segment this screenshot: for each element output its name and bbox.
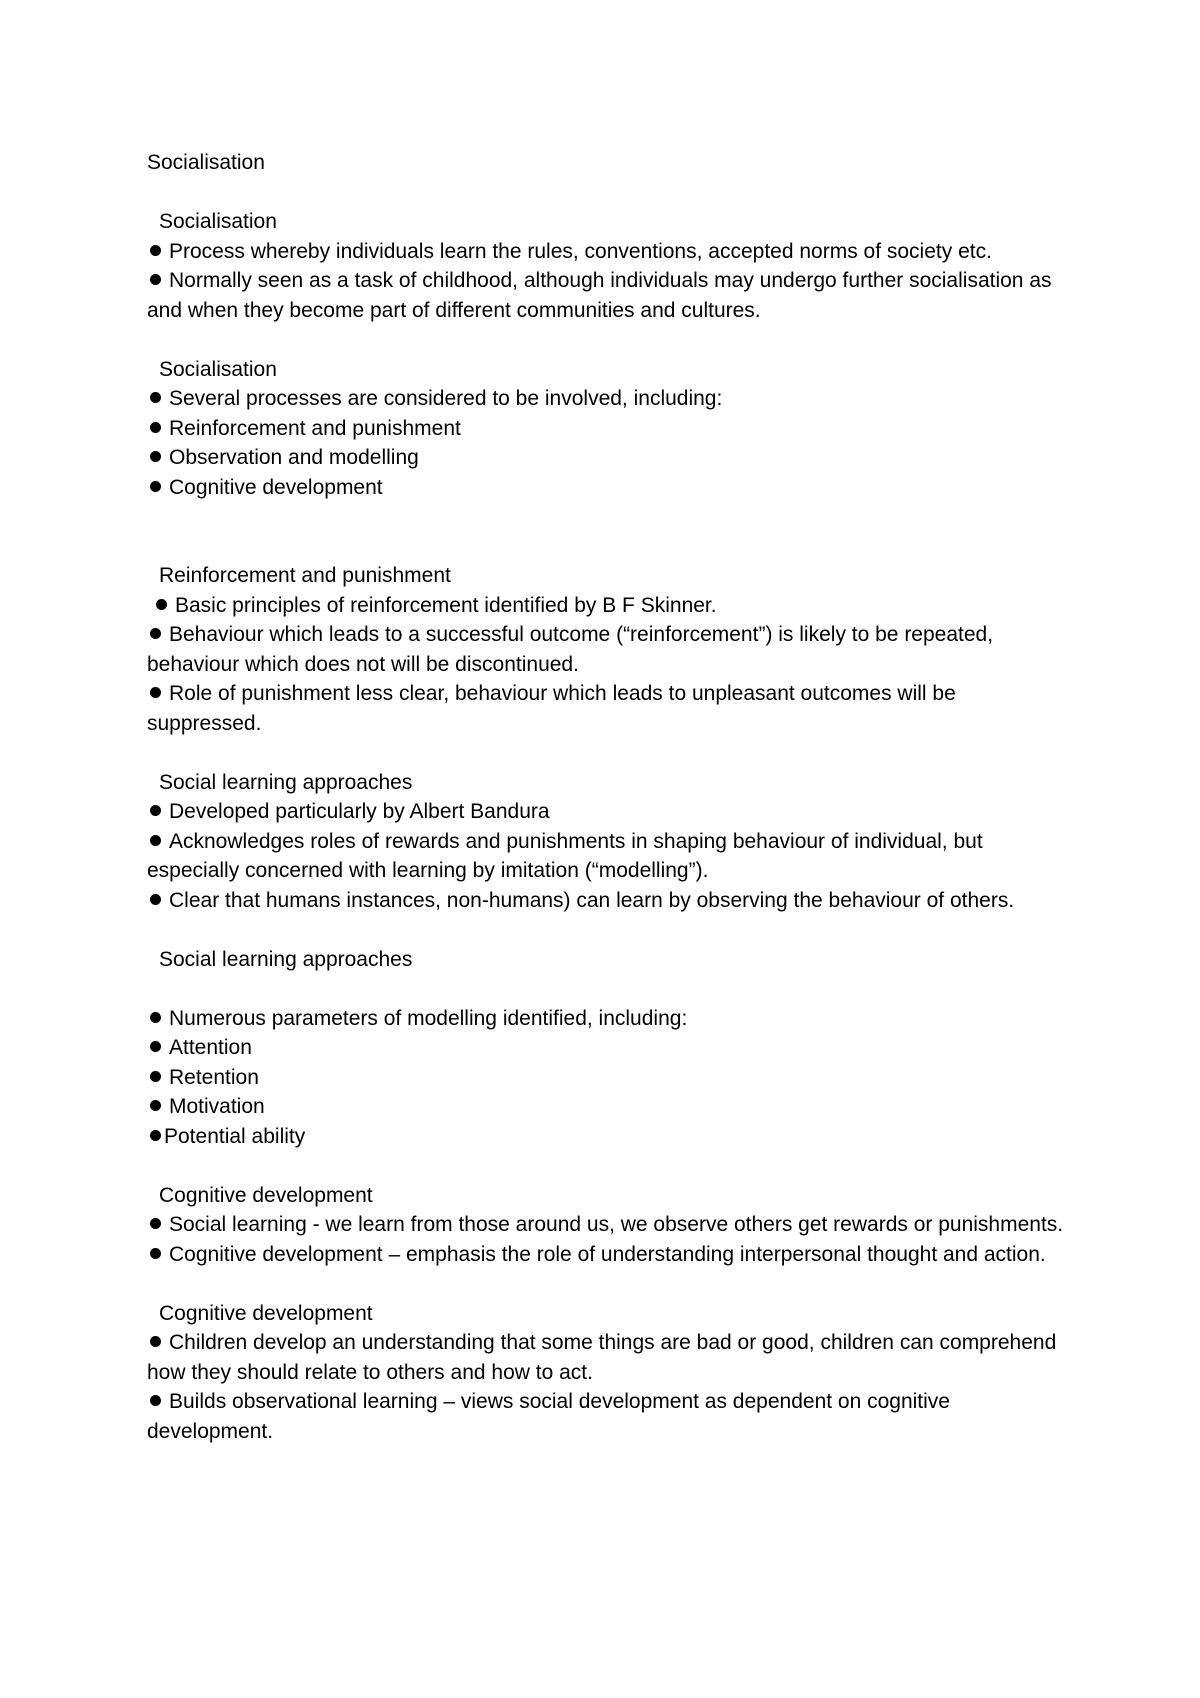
bullet-icon <box>150 1248 161 1259</box>
list-item-text: Process whereby individuals learn the rules, conventions, accepted norms of society etc. <box>169 239 992 263</box>
list-item-text: Motivation <box>169 1095 265 1118</box>
section-socialisation-processes <box>147 355 1067 503</box>
spacer <box>147 974 1067 1004</box>
section-social-learning-bandura <box>147 768 1067 916</box>
list-item-text: Observation and modelling <box>169 446 419 469</box>
list-item-text: Attention <box>169 1036 252 1059</box>
section-heading: Cognitive development <box>159 1183 373 1207</box>
bullet-icon <box>150 245 161 256</box>
bullet-icon <box>150 392 161 403</box>
list-item <box>147 1240 1067 1270</box>
list-item <box>147 679 1067 738</box>
bullet-icon <box>150 1071 161 1082</box>
list-item-text: Clear that humans instances, non-humans) can learn by observing the behaviour of others. <box>169 888 1015 912</box>
list-item <box>147 1210 1067 1240</box>
list-item <box>147 1033 1067 1063</box>
list-item-text: Retention <box>169 1065 259 1089</box>
bullet-icon <box>150 451 161 462</box>
bullet-icon <box>150 1012 161 1023</box>
list-item <box>147 443 1067 473</box>
bullet-list <box>147 591 1067 739</box>
list-item <box>147 1387 1067 1446</box>
list-item-text: Cognitive development – emphasis the role of understanding interpersonal thought and action. <box>169 1242 1046 1266</box>
section-reinforcement-punishment <box>147 561 1067 738</box>
list-item-text: Behaviour which leads to a successful outcome (“reinforcement”) is likely to be repeated, behaviour which does not will be discontinued. <box>147 623 994 676</box>
section-socialisation-definition <box>147 207 1067 325</box>
bullet-icon <box>150 805 161 816</box>
list-item-text: Acknowledges roles of rewards and punishments in shaping behaviour of individual, but especially concerned with learning by imitation (“modelling”). <box>147 829 983 882</box>
list-item <box>147 414 1067 444</box>
bullet-icon <box>150 1130 161 1141</box>
list-item <box>147 1063 1067 1093</box>
bullet-list <box>147 237 1067 326</box>
list-item-text: Basic principles of reinforcement identified by B F Skinner. <box>175 593 717 617</box>
list-item-text: Numerous parameters of modelling identified, including: <box>169 1006 688 1030</box>
list-item <box>147 591 1067 621</box>
list-item <box>147 384 1067 414</box>
list-item-text: Social learning - we learn from those around us, we observe others get rewards or punishments. <box>169 1213 1064 1236</box>
list-item <box>147 1004 1067 1034</box>
list-item <box>147 1328 1067 1387</box>
section-social-learning-parameters <box>147 945 1067 1152</box>
list-item-text: Normally seen as a task of childhood, although individuals may undergo further socialisation as and when they become part of different communities and cultures. <box>147 269 1052 322</box>
list-item-text: Cognitive development <box>169 475 383 499</box>
list-item-text: Reinforcement and punishment <box>169 416 461 440</box>
bullet-icon <box>150 1218 161 1229</box>
list-item <box>147 237 1067 267</box>
bullet-list <box>147 797 1067 915</box>
list-item <box>147 473 1067 503</box>
section-cognitive-development-intro <box>147 1181 1067 1270</box>
bullet-list <box>147 384 1067 502</box>
list-item <box>147 620 1067 679</box>
list-item-text: Children develop an understanding that some things are bad or good, children can comprehend how they should relate to others and how to act. <box>147 1331 1057 1384</box>
bullet-icon <box>156 599 167 610</box>
section-heading: Cognitive development <box>159 1301 373 1325</box>
bullet-icon <box>150 481 161 492</box>
list-item <box>147 886 1067 916</box>
section-heading: Socialisation <box>159 210 277 233</box>
bullet-list <box>147 1004 1067 1152</box>
section-heading: Reinforcement and punishment <box>159 564 451 587</box>
list-item <box>147 1122 1067 1152</box>
list-item <box>147 1092 1067 1122</box>
bullet-list <box>147 1328 1067 1446</box>
section-cognitive-development-details <box>147 1299 1067 1447</box>
list-item-text: Builds observational learning – views social development as dependent on cognitive development. <box>147 1390 950 1443</box>
section-heading: Socialisation <box>159 357 277 381</box>
list-item <box>147 827 1067 886</box>
bullet-icon <box>150 894 161 905</box>
bullet-icon <box>150 1395 161 1406</box>
bullet-icon <box>150 1336 161 1347</box>
section-heading: Social learning approaches <box>159 770 413 794</box>
bullet-icon <box>150 274 161 285</box>
list-item-text: Developed particularly by Albert Bandura <box>169 800 550 823</box>
bullet-icon <box>150 422 161 433</box>
bullet-icon <box>150 687 161 698</box>
bullet-icon <box>150 1041 161 1052</box>
document-body <box>147 148 1067 1476</box>
list-item-text: Several processes are considered to be involved, including: <box>169 387 723 410</box>
bullet-icon <box>150 835 161 846</box>
bullet-icon <box>150 628 161 639</box>
section-heading: Social learning approaches <box>159 947 413 971</box>
bullet-list <box>147 1210 1067 1269</box>
list-item <box>147 266 1067 325</box>
bullet-icon <box>150 1100 161 1111</box>
document-title: Socialisation <box>147 151 265 174</box>
list-item-text: Role of punishment less clear, behaviour which leads to unpleasant outcomes will be suppressed. <box>147 682 956 735</box>
list-item <box>147 797 1067 827</box>
list-item-text: Potential ability <box>164 1124 306 1148</box>
